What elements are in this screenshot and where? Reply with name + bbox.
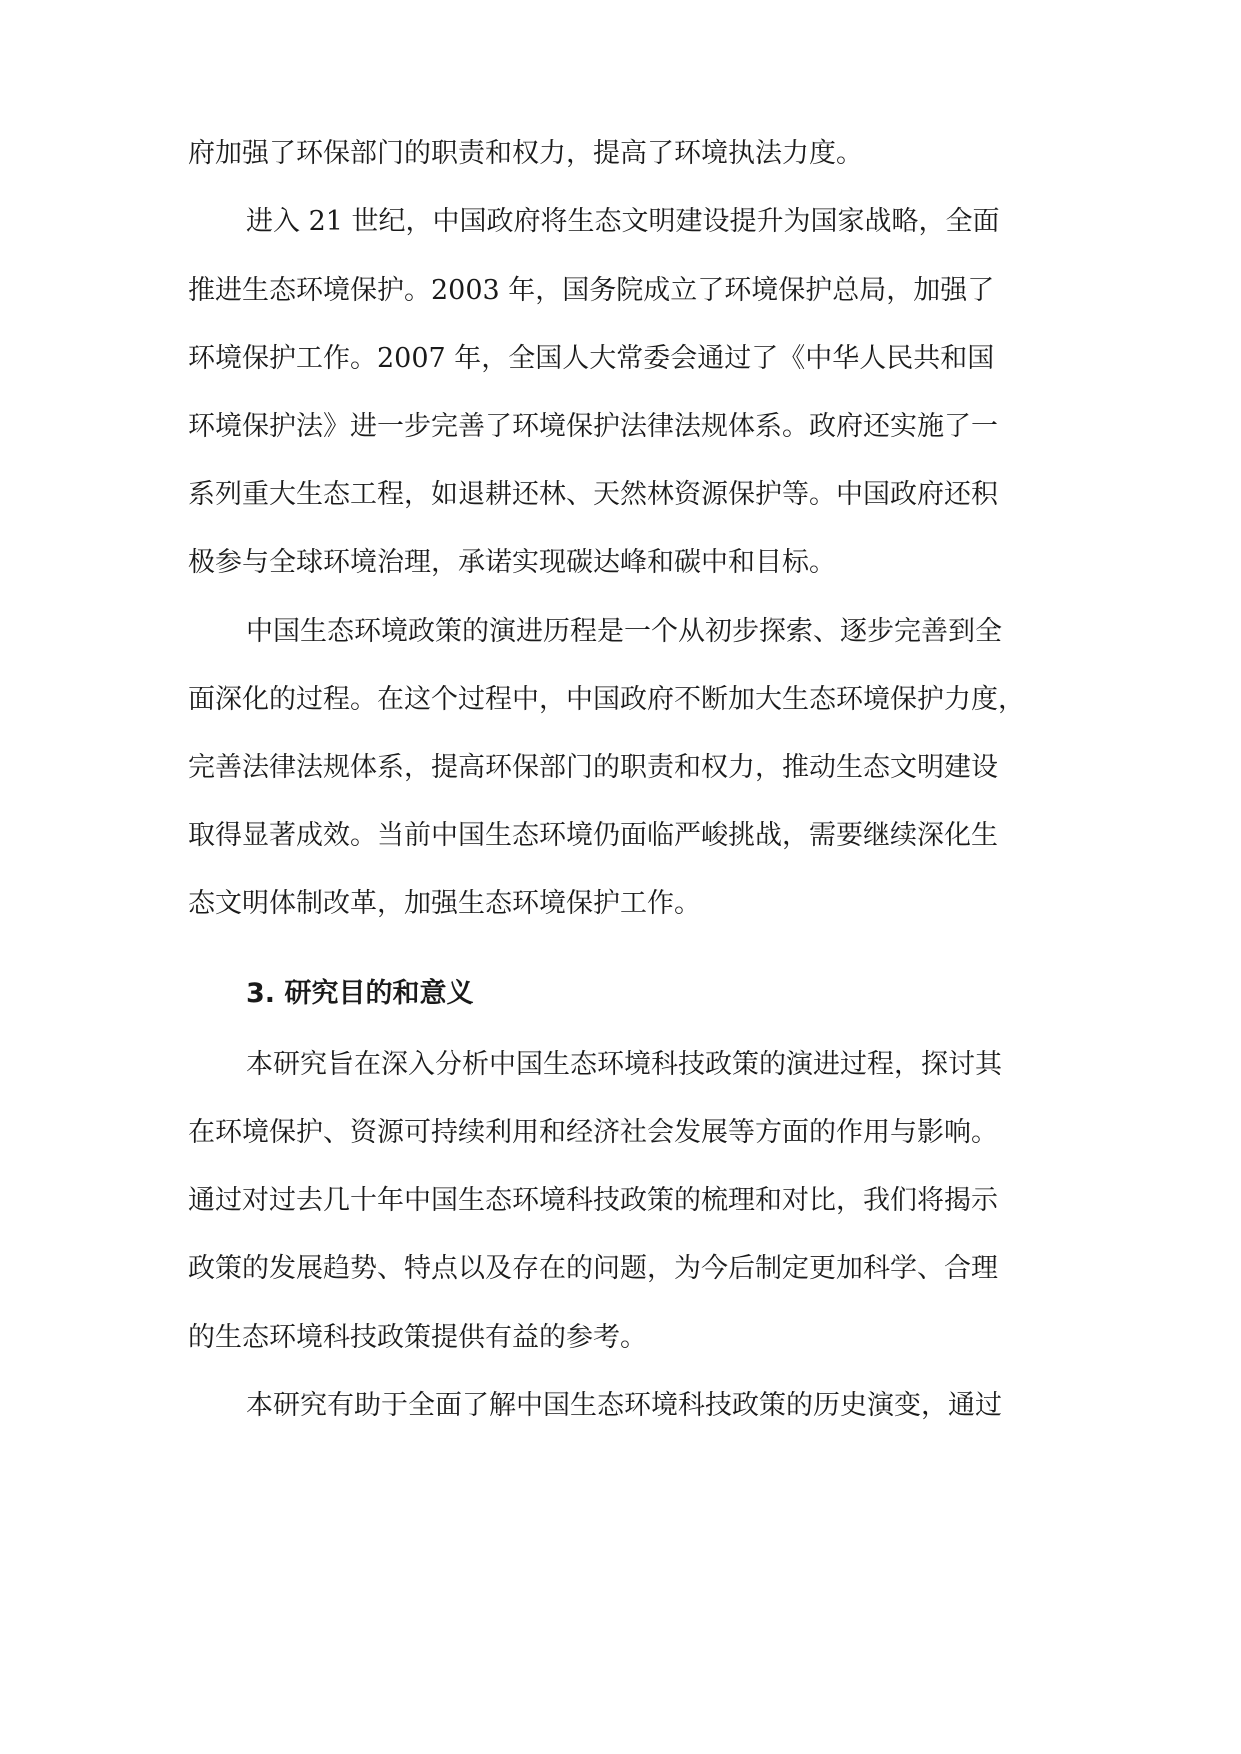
paragraph-line: 态文明体制改革，加强生态环境保护工作。 xyxy=(188,888,701,919)
paragraph-line: 中国生态环境政策的演进历程是一个从初步探索、逐步完善到全 xyxy=(246,616,1002,647)
paragraph-line: 完善法律法规体系，提高环保部门的职责和权力，推动生态文明建设 xyxy=(188,752,998,783)
paragraph-line: 通过对过去几十年中国生态环境科技政策的梳理和对比，我们将揭示 xyxy=(188,1185,998,1216)
paragraph-line: 本研究有助于全面了解中国生态环境科技政策的历史演变，通过 xyxy=(246,1390,1002,1421)
paragraph-line: 极参与全球环境治理，承诺实现碳达峰和碳中和目标。 xyxy=(188,547,836,578)
section-heading: 3. 研究目的和意义 xyxy=(246,978,474,1009)
paragraph-line: 政策的发展趋势、特点以及存在的问题，为今后制定更加科学、合理 xyxy=(188,1253,998,1284)
paragraph-line: 面深化的过程。在这个过程中，中国政府不断加大生态环境保护力度， xyxy=(188,684,1025,715)
paragraph-line: 进入 21 世纪，中国政府将生态文明建设提升为国家战略，全面 xyxy=(246,206,1000,237)
paragraph-line: 环境保护工作。2007 年，全国人大常委会通过了《中华人民共和国 xyxy=(188,343,995,374)
paragraph-line: 环境保护法》进一步完善了环境保护法律法规体系。政府还实施了一 xyxy=(188,411,998,442)
paragraph-line: 在环境保护、资源可持续利用和经济社会发展等方面的作用与影响。 xyxy=(188,1117,998,1148)
paragraph-line: 系列重大生态工程，如退耕还林、天然林资源保护等。中国政府还积 xyxy=(188,479,998,510)
paragraph-line: 本研究旨在深入分析中国生态环境科技政策的演进过程，探讨其 xyxy=(246,1049,1002,1080)
paragraph-line: 推进生态环境保护。2003 年，国务院成立了环境保护总局，加强了 xyxy=(188,275,995,306)
paragraph-line: 取得显著成效。当前中国生态环境仍面临严峻挑战，需要继续深化生 xyxy=(188,820,998,851)
paragraph-line: 府加强了环保部门的职责和权力，提高了环境执法力度。 xyxy=(188,138,863,169)
paragraph-line: 的生态环境科技政策提供有益的参考。 xyxy=(188,1322,647,1353)
